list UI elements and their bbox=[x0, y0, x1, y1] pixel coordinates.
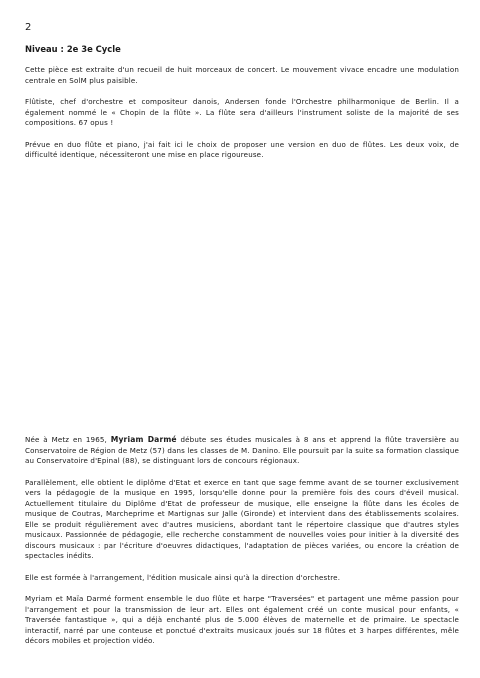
bio-career: Parallèlement, elle obtient le diplôme d'Etat et exerce en tant que sage femme avant de se tourner exclusivement vers la pédagogie de la musique en 1995, lorsqu'elle donne pour la première fois des cours d'éveil musical. Actuellement titulaire du Diplôme d'Etat de professeur de musique, elle enseigne la flûte dans les écoles de musique de Coutras, Marcheprime et Martignas sur Jalle (Gironde) et intervient dans des établissements scolaires. Elle se produit régulièrement avec d'autres musiciens, abordant tant le répertoire classique que d'autres styles musicaux. Passionnée de pédagogie, elle recherche constamment de nouvelles voies pour initier à la diversité des discours musicaux : par l'écriture d'oeuvres didactiques, l'adaptation de pièces variées, ou encore la création de spectacles inédits. bbox=[25, 477, 459, 560]
arranger-name: Myriam Darmé bbox=[110, 435, 177, 444]
bio-duo: Myriam et Maïa Darmé forment ensemble le duo flûte et harpe "Traversées" et partagent une même passion pour l'arrangement et pour la transmission de leur art. Elles ont également créé un conte musical pour enfants, « Traversée fantastique », qui a déjà enchanté plus de 5.000 élèves de maternelle et de primaire. Le spectacle interactif, narré par une conteuse et ponctué d'extraits musicaux joués sur 18 flûtes et 3 harpes différentes, mêle décors mobiles et projection vidéo. bbox=[25, 594, 459, 645]
composer-description: Flûtiste, chef d'orchestre et compositeur danois, Andersen fonde l'Orchestre philharmonique de Berlin. Il a également nommé le « Chopin de la flûte ». La flûte sera d'ailleurs l'instrument soliste de la majorité de ses compositions. 67 opus ! bbox=[25, 97, 459, 127]
bio-intro-before: Née à Metz en 1965, bbox=[25, 435, 111, 444]
biography-section bbox=[25, 435, 459, 658]
piece-section bbox=[25, 44, 459, 172]
bio-intro bbox=[25, 435, 459, 467]
page-number: 2 bbox=[25, 22, 32, 33]
bio-training: Elle est formée à l'arrangement, l'édition musicale ainsi qu'à la direction d'orchestre. bbox=[25, 572, 341, 582]
bio-intro-after: débute ses études musicales à 8 ans et apprend la flûte traversière au Conservatoire de Région de Metz (57) dans les classes de M. Danino. Elle poursuit par la suite sa formation classique au Conservatoire d'Epinal (88), se distinguant lors de concours régionaux. bbox=[25, 435, 459, 465]
piece-description: Cette pièce est extraite d'un recueil de huit morceaux de concert. Le mouvement vivace encadre une modulation centrale en SolM plus paisible. bbox=[25, 65, 459, 85]
arrangement-note: Prévue en duo flûte et piano, j'ai fait ici le choix de proposer une version en duo de flûtes. Les deux voix, de difficulté identique, nécessiteront une mise en place rigoureuse. bbox=[25, 139, 459, 159]
level-heading: Niveau : 2e 3e Cycle bbox=[25, 44, 121, 54]
